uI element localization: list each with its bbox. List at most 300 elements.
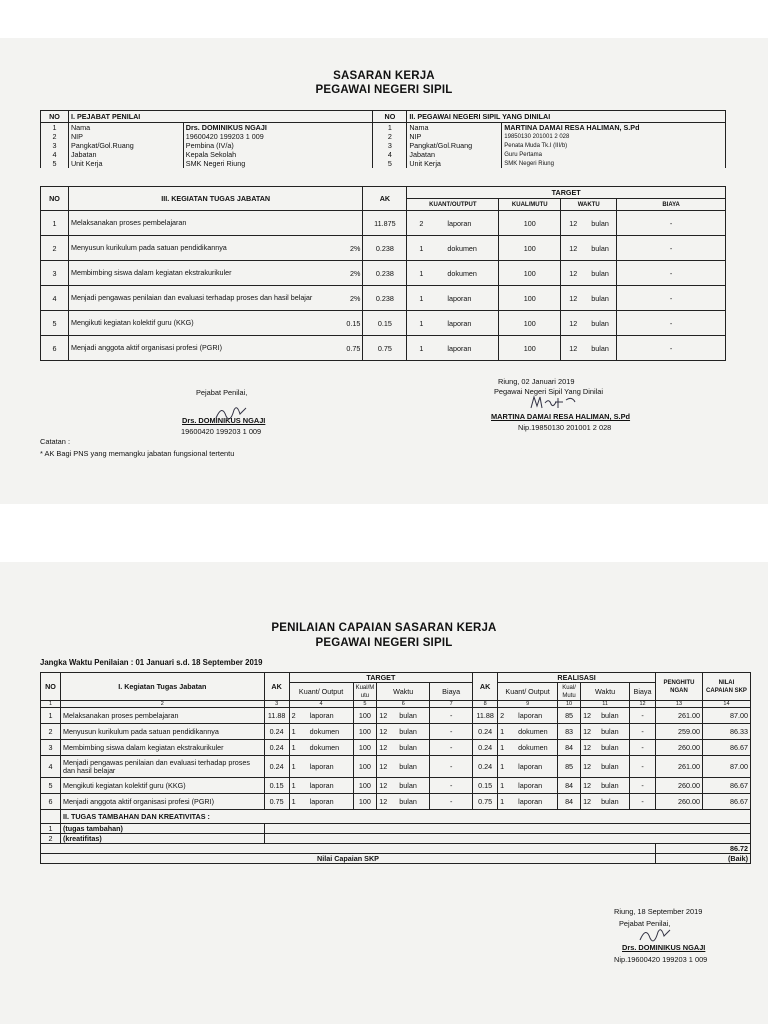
row-real-kuant — [498, 708, 558, 724]
row-kuant-unit: laporan — [309, 762, 334, 771]
row-real-biaya: - — [630, 778, 656, 794]
row-waktu — [377, 756, 430, 778]
row-kuant-unit: dokumen — [309, 727, 340, 736]
t2-header-penghitungan: PENGHITU NGAN — [656, 673, 703, 701]
activity-kegiatan-text: Menjadi pengawas penilaian dan evaluasi terhadap proses dan hasil belajar — [70, 293, 313, 302]
row-kuant — [289, 794, 353, 810]
doc2-pp-name: Drs. DOMINIKUS NGAJI — [622, 943, 706, 952]
row-real-biaya: - — [630, 724, 656, 740]
activity-kegiatan — [68, 236, 362, 261]
activity-biaya: - — [617, 286, 726, 311]
t2-header-rbiaya: Biaya — [630, 683, 656, 701]
activity-kuant-unit: dokumen — [447, 268, 477, 278]
identity-label: Jabatan — [68, 150, 183, 159]
identity-label: NIP — [68, 132, 183, 141]
penilaian-capaian-page — [0, 562, 768, 1024]
activity-kual: 100 — [499, 286, 561, 311]
column-number: 7 — [430, 701, 473, 708]
row-real-waktu-num: 12 — [583, 781, 592, 790]
row-real-kuant-unit: dokumen — [518, 727, 548, 736]
t2-header-ak: AK — [264, 673, 289, 701]
act-header-target: TARGET — [407, 187, 726, 199]
row-real-biaya: - — [630, 756, 656, 778]
act-header-kual: KUAL/MUTU — [499, 199, 561, 211]
row-kuant-qty: 2 — [291, 711, 296, 720]
row-kual: 100 — [353, 778, 377, 794]
row-ak: 0.15 — [264, 778, 289, 794]
row-real-kuant-qty: 1 — [500, 727, 505, 736]
row-no: 5 — [41, 778, 61, 794]
row-kuant-qty: 1 — [291, 762, 296, 771]
row-real-kuant — [498, 724, 558, 740]
identity-no: 5 — [41, 159, 69, 168]
doc1-pp-name: Drs. DOMINIKUS NGAJI — [182, 416, 266, 425]
activity-kuant-unit: laporan — [447, 293, 472, 303]
t2-header-nilai: NILAI CAPAIAN SKP — [702, 673, 750, 701]
row-real-waktu-num: 12 — [583, 727, 592, 736]
row-real-waktu-unit: bulan — [601, 797, 619, 806]
activity-waktu — [561, 261, 617, 286]
extra-no: 2 — [41, 834, 61, 844]
identity-label: Nama — [68, 123, 183, 133]
doc1-pns-nip: Nip.19850130 201001 2 028 — [518, 423, 612, 432]
row-kuant — [289, 778, 353, 794]
row-biaya: - — [430, 778, 473, 794]
row-real-ak: 0.24 — [473, 724, 498, 740]
activity-percent: 0.75 — [346, 343, 361, 353]
row-kuant-unit: laporan — [309, 711, 334, 720]
activity-biaya: - — [617, 236, 726, 261]
row-no: 4 — [41, 756, 61, 778]
penilaian-row — [41, 756, 751, 778]
t2-header-rwaktu: Waktu — [581, 683, 630, 701]
row-real-waktu-unit: bulan — [601, 781, 619, 790]
t2-header-biaya: Biaya — [430, 683, 473, 701]
row-real-kuant — [498, 794, 558, 810]
row-waktu-unit: bulan — [399, 797, 417, 806]
identity-no2: 5 — [373, 159, 407, 168]
column-number: 6 — [377, 701, 430, 708]
row-waktu-num: 12 — [379, 743, 388, 752]
activity-waktu — [561, 236, 617, 261]
row-real-waktu — [581, 740, 630, 756]
sasaran-kerja-page — [0, 38, 768, 504]
row-nilai: 87.00 — [702, 756, 750, 778]
row-real-kuant-qty: 1 — [500, 762, 505, 771]
row-nilai: 87.00 — [702, 708, 750, 724]
activity-kuant — [407, 311, 499, 336]
extra-label: (kreatifitas) — [60, 834, 264, 844]
row-real-biaya: - — [630, 740, 656, 756]
activity-ak: 0.15 — [363, 311, 407, 336]
row-penghitungan: 260.00 — [656, 778, 703, 794]
col-header-no: NO — [41, 111, 69, 123]
doc2-subtitle: PEGAWAI NEGERI SIPIL — [315, 637, 453, 649]
activity-kuant — [407, 336, 499, 361]
row-biaya: - — [430, 724, 473, 740]
row-penghitungan: 261.00 — [656, 708, 703, 724]
row-real-waktu-num: 12 — [583, 743, 592, 752]
act-header-ak: AK — [363, 187, 407, 211]
col-header-no2: NO — [373, 111, 407, 123]
activity-kuant — [407, 211, 499, 236]
identity-label: Unit Kerja — [68, 159, 183, 168]
row-real-waktu-num: 12 — [583, 762, 592, 771]
activity-row — [41, 286, 726, 311]
identity-pp-value: 19600420 199203 1 009 — [183, 132, 373, 141]
identity-pns-value: Guru Pertama — [502, 150, 726, 159]
row-waktu-num: 12 — [379, 797, 388, 806]
row-kegiatan: Mengikuti kegiatan kolektif guru (KKG) — [60, 778, 264, 794]
row-kuant — [289, 740, 353, 756]
activity-kuant-qty: 1 — [419, 318, 424, 328]
extra-row — [41, 824, 751, 834]
row-real-kuant-unit: laporan — [518, 711, 543, 720]
row-real-waktu-unit: bulan — [601, 727, 619, 736]
row-biaya: - — [430, 794, 473, 810]
activity-biaya: - — [617, 211, 726, 236]
row-waktu — [377, 724, 430, 740]
activity-row — [41, 211, 726, 236]
activity-kual: 100 — [499, 211, 561, 236]
doc1-pns-name: MARTINA DAMAI RESA HALIMAN, S.Pd — [491, 412, 631, 421]
col-header-pns: II. PEGAWAI NEGERI SIPIL YANG DINILAI — [407, 111, 726, 123]
doc2-place-date: Riung, 18 September 2019 — [614, 907, 703, 916]
row-kegiatan: Membimbing siswa dalam kegiatan ekstrakurikuler — [60, 740, 264, 756]
row-waktu-unit: bulan — [399, 711, 417, 720]
activity-no: 4 — [41, 286, 69, 311]
row-kual: 100 — [353, 794, 377, 810]
activity-no: 2 — [41, 236, 69, 261]
activity-kuant-qty: 1 — [419, 268, 424, 278]
activity-waktu — [561, 311, 617, 336]
t2-header-kuant: Kuant/ Output — [289, 683, 353, 701]
row-real-kual: 84 — [558, 794, 581, 810]
identity-label: Pangkat/Gol.Ruang — [68, 141, 183, 150]
row-kual: 100 — [353, 724, 377, 740]
nilai-value: 86.72 — [656, 844, 751, 854]
identity-label2: NIP — [407, 132, 502, 141]
t2-header-ak2: AK — [473, 673, 498, 701]
activity-waktu-unit: bulan — [591, 218, 609, 228]
activity-kuant-unit: laporan — [447, 218, 472, 228]
row-kegiatan: Menjadi anggota aktif organisasi profesi (PGRI) — [60, 794, 264, 810]
column-number: 9 — [498, 701, 558, 708]
doc1-note-title: Catatan : — [40, 437, 70, 446]
activity-waktu-num: 12 — [569, 343, 578, 353]
extra-row — [41, 834, 751, 844]
activity-ak: 11.875 — [363, 211, 407, 236]
t2-header-kual: Kual/M utu — [353, 683, 377, 701]
row-waktu-num: 12 — [379, 781, 388, 790]
identity-table — [40, 110, 726, 168]
act-header-kegiatan: III. KEGIATAN TUGAS JABATAN — [68, 187, 362, 211]
activity-waktu-unit: bulan — [591, 293, 609, 303]
row-real-kuant-unit: laporan — [518, 797, 543, 806]
identity-row — [41, 141, 726, 150]
row-ak: 0.24 — [264, 740, 289, 756]
identity-no: 2 — [41, 132, 69, 141]
activity-row — [41, 236, 726, 261]
activity-waktu-num: 12 — [569, 243, 578, 253]
doc1-note: * AK Bagi PNS yang memangku jabatan fungsional tertentu — [40, 449, 235, 458]
activity-kuant-qty: 1 — [419, 243, 424, 253]
identity-label2: Unit Kerja — [407, 159, 502, 168]
activity-kual: 100 — [499, 336, 561, 361]
row-no: 6 — [41, 794, 61, 810]
row-real-waktu — [581, 778, 630, 794]
identity-no: 4 — [41, 150, 69, 159]
activity-percent: 2% — [350, 293, 361, 303]
row-kuant-qty: 1 — [291, 743, 296, 752]
row-nilai: 86.67 — [702, 778, 750, 794]
identity-row — [41, 159, 726, 168]
identity-row — [41, 132, 726, 141]
activity-kual: 100 — [499, 311, 561, 336]
row-real-kuant — [498, 778, 558, 794]
activity-kuant — [407, 286, 499, 311]
row-waktu — [377, 778, 430, 794]
identity-no2: 2 — [373, 132, 407, 141]
row-kual: 100 — [353, 756, 377, 778]
row-biaya: - — [430, 740, 473, 756]
identity-pns-value: SMK Negeri Riung — [502, 159, 726, 168]
activity-no: 1 — [41, 211, 69, 236]
extra-blank — [264, 824, 750, 834]
row-kuant — [289, 724, 353, 740]
identity-pp-value: Pembina (IV/a) — [183, 141, 373, 150]
penilaian-row — [41, 724, 751, 740]
identity-no: 1 — [41, 123, 69, 133]
act-header-kuant: KUANT/OUTPUT — [407, 199, 499, 211]
row-waktu — [377, 794, 430, 810]
column-number: 5 — [353, 701, 377, 708]
activity-percent: 0.15 — [346, 318, 361, 328]
activity-waktu — [561, 336, 617, 361]
activity-kegiatan — [68, 336, 362, 361]
activity-kegiatan — [68, 311, 362, 336]
t2-header-target: TARGET — [289, 673, 473, 683]
activity-kuant — [407, 261, 499, 286]
penilaian-row — [41, 778, 751, 794]
row-nilai: 86.67 — [702, 794, 750, 810]
activity-ak: 0.238 — [363, 261, 407, 286]
doc1-pp-nip: 19600420 199203 1 009 — [181, 427, 262, 436]
identity-no2: 1 — [373, 123, 407, 133]
row-real-kual: 83 — [558, 724, 581, 740]
activity-row — [41, 336, 726, 361]
row-no: 1 — [41, 708, 61, 724]
identity-no: 3 — [41, 141, 69, 150]
act-header-no: NO — [41, 187, 69, 211]
activity-biaya: - — [617, 311, 726, 336]
row-waktu-unit: bulan — [399, 781, 417, 790]
row-real-biaya: - — [630, 794, 656, 810]
row-real-waktu-num: 12 — [583, 711, 592, 720]
row-kuant-unit: dokumen — [309, 743, 340, 752]
doc2-title: PENILAIAN CAPAIAN SASARAN KERJA — [271, 622, 497, 634]
row-no: 2 — [41, 724, 61, 740]
activity-kegiatan-text: Melaksanakan proses pembelajaran — [70, 218, 187, 227]
row-waktu — [377, 740, 430, 756]
row-kual: 100 — [353, 708, 377, 724]
row-kuant-qty: 1 — [291, 797, 296, 806]
activity-waktu-num: 12 — [569, 318, 578, 328]
row-real-waktu-unit: bulan — [601, 762, 619, 771]
row-real-waktu — [581, 756, 630, 778]
activity-waktu-num: 12 — [569, 218, 578, 228]
activity-no: 3 — [41, 261, 69, 286]
row-real-ak: 0.75 — [473, 794, 498, 810]
activity-ak: 0.238 — [363, 286, 407, 311]
penilaian-row — [41, 708, 751, 724]
activity-kuant-unit: dokumen — [447, 243, 477, 253]
row-kuant-qty: 1 — [291, 781, 296, 790]
activity-kegiatan-text: Membimbing siswa dalam kegiatan ekstrakurikuler — [70, 268, 232, 277]
row-waktu-num: 12 — [379, 762, 388, 771]
row-real-kuant — [498, 740, 558, 756]
row-real-waktu — [581, 794, 630, 810]
row-real-kual: 85 — [558, 708, 581, 724]
nilai-blank-cell — [41, 844, 656, 854]
activity-kuant — [407, 236, 499, 261]
row-real-waktu — [581, 708, 630, 724]
activity-biaya: - — [617, 336, 726, 361]
activity-waktu — [561, 211, 617, 236]
identity-label2: Pangkat/Gol.Ruang — [407, 141, 502, 150]
row-ak: 0.75 — [264, 794, 289, 810]
activity-row — [41, 261, 726, 286]
row-ak: 0.24 — [264, 756, 289, 778]
activity-kegiatan-text: Menyusun kurikulum pada satuan pendidikannya — [70, 243, 227, 252]
row-ak: 0.24 — [264, 724, 289, 740]
row-waktu-num: 12 — [379, 711, 388, 720]
identity-no2: 4 — [373, 150, 407, 159]
column-number: 8 — [473, 701, 498, 708]
row-real-biaya: - — [630, 708, 656, 724]
row-kual: 100 — [353, 740, 377, 756]
row-real-kual: 84 — [558, 740, 581, 756]
activity-waktu-unit: bulan — [591, 243, 609, 253]
activity-waktu — [561, 286, 617, 311]
activity-waktu-unit: bulan — [591, 318, 609, 328]
t2-header-rkual: Kual/ Mutu — [558, 683, 581, 701]
activity-no: 6 — [41, 336, 69, 361]
row-kegiatan: Menjadi pengawas penilaian dan evaluasi terhadap proses dan hasil belajar — [60, 756, 264, 778]
row-kegiatan: Menyusun kurikulum pada satuan pendidikannya — [60, 724, 264, 740]
row-real-kuant — [498, 756, 558, 778]
activity-biaya: - — [617, 261, 726, 286]
tambahan-title: II. TUGAS TAMBAHAN DAN KREATIVITAS : — [60, 810, 750, 824]
identity-label2: Nama — [407, 123, 502, 133]
activity-kual: 100 — [499, 261, 561, 286]
activity-waktu-num: 12 — [569, 293, 578, 303]
doc1-subtitle: PEGAWAI NEGERI SIPIL — [315, 84, 453, 96]
row-real-kuant-qty: 2 — [500, 711, 505, 720]
identity-pp-value: Drs. DOMINIKUS NGAJI — [183, 123, 373, 133]
row-waktu — [377, 708, 430, 724]
t2-header-rkuant: Kuant/ Output — [498, 683, 558, 701]
row-penghitungan: 260.00 — [656, 740, 703, 756]
activity-kuant-unit: laporan — [447, 318, 472, 328]
column-number: 11 — [581, 701, 630, 708]
row-real-kuant-qty: 1 — [500, 797, 505, 806]
row-kuant-unit: laporan — [309, 797, 334, 806]
doc2-pp-nip: Nip.19600420 199203 1 009 — [614, 955, 708, 964]
t2-header-realisasi: REALISASI — [498, 673, 656, 683]
row-biaya: - — [430, 708, 473, 724]
row-kuant-unit: laporan — [309, 781, 334, 790]
row-kuant — [289, 756, 353, 778]
column-number: 3 — [264, 701, 289, 708]
tambahan-no-cell — [41, 810, 61, 824]
penilaian-table — [40, 672, 751, 864]
identity-row — [41, 123, 726, 133]
act-header-biaya: BIAYA — [617, 199, 726, 211]
activity-ak: 0.238 — [363, 236, 407, 261]
row-penghitungan: 261.00 — [656, 756, 703, 778]
activity-waktu-unit: bulan — [591, 268, 609, 278]
doc1-pns-role: Pegawai Negeri Sipil Yang Dinilai — [494, 387, 604, 396]
row-real-ak: 0.15 — [473, 778, 498, 794]
activity-kuant-qty: 2 — [419, 218, 424, 228]
row-nilai: 86.33 — [702, 724, 750, 740]
t2-header-kegiatan: I. Kegiatan Tugas Jabatan — [60, 673, 264, 701]
row-real-kual: 85 — [558, 756, 581, 778]
activity-kuant-qty: 1 — [419, 343, 424, 353]
activity-percent: 2% — [350, 268, 361, 278]
doc1-pp-role: Pejabat Penilai, — [196, 388, 248, 397]
row-real-kual: 84 — [558, 778, 581, 794]
activity-kegiatan-text: Mengikuti kegiatan kolektif guru (KKG) — [70, 318, 194, 327]
act-header-waktu: WAKTU — [561, 199, 617, 211]
col-header-pejabat: I. PEJABAT PENILAI — [68, 111, 372, 123]
activity-kegiatan — [68, 286, 362, 311]
row-real-kuant-qty: 1 — [500, 743, 505, 752]
nilai-label: Nilai Capaian SKP — [41, 854, 656, 864]
identity-row — [41, 150, 726, 159]
row-no: 3 — [41, 740, 61, 756]
penilaian-row — [41, 794, 751, 810]
t2-header-no: NO — [41, 673, 61, 701]
identity-label2: Jabatan — [407, 150, 502, 159]
column-number: 4 — [289, 701, 353, 708]
column-number: 14 — [702, 701, 750, 708]
doc2-period: Jangka Waktu Penilaian : 01 Januari s.d. 18 September 2019 — [40, 658, 263, 667]
t2-header-waktu: Waktu — [377, 683, 430, 701]
identity-no2: 3 — [373, 141, 407, 150]
row-real-ak: 0.24 — [473, 756, 498, 778]
row-real-kuant-unit: dokumen — [518, 743, 548, 752]
activity-no: 5 — [41, 311, 69, 336]
activity-percent: 2% — [350, 243, 361, 253]
identity-pp-value: Kepala Sekolah — [183, 150, 373, 159]
activities-table — [40, 186, 726, 361]
row-real-ak: 0.24 — [473, 740, 498, 756]
column-number: 2 — [60, 701, 264, 708]
activity-kegiatan-text: Menjadi anggota aktif organisasi profesi (PGRI) — [70, 343, 222, 352]
row-real-waktu-num: 12 — [583, 797, 592, 806]
row-ak: 11.88 — [264, 708, 289, 724]
pns-signature — [528, 394, 578, 412]
doc1-title: SASARAN KERJA — [333, 70, 435, 82]
row-waktu-num: 12 — [379, 727, 388, 736]
row-kegiatan: Melaksanakan proses pembelajaran — [60, 708, 264, 724]
nilai-grade: (Baik) — [656, 854, 751, 864]
activity-waktu-num: 12 — [569, 268, 578, 278]
activity-row — [41, 311, 726, 336]
row-real-waktu-unit: bulan — [601, 743, 619, 752]
